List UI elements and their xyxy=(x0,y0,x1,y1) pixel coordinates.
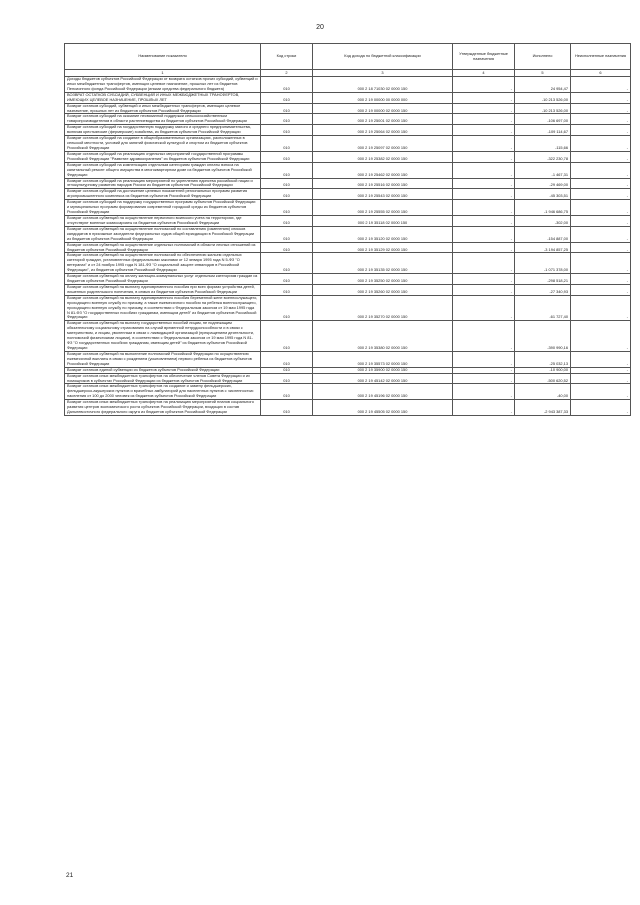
row-code-cell: 010 xyxy=(261,226,313,242)
row-code-cell: 010 xyxy=(261,178,313,189)
table-row xyxy=(65,321,631,352)
row-unexecuted-cell: - xyxy=(571,351,631,367)
row-name-cell: Возврат остатков субсидий на компенсацию отдельным категориям граждан оплаты взноса на капитальный ремонт общего имущества в многоквартирном доме из бюджетов субъектов Российской Федерации xyxy=(65,162,261,178)
row-unexecuted-cell: - xyxy=(571,295,631,321)
row-executed-cell: -2 943 387,33 xyxy=(515,400,571,416)
table-row xyxy=(65,373,631,384)
row-name-cell: Возврат остатков единой субвенции из бюджетов субъектов Российской Федерации xyxy=(65,367,261,373)
row-code-cell: 010 xyxy=(261,253,313,274)
row-unexecuted-cell: - xyxy=(571,92,631,103)
table-body xyxy=(65,70,631,416)
row-unexecuted-cell: - xyxy=(571,189,631,200)
row-name-cell: Возврат остатков субсидий на государственную поддержку малого и среднего предпринимательства, включая крестьянские (фермерские) хозяйства, из бюджетов субъектов Российской Федерации xyxy=(65,125,261,136)
row-budget-code-cell: 000 2 19 25543 02 0000 150 xyxy=(313,189,453,200)
row-budget-code-cell: 000 2 19 25097 02 0000 150 xyxy=(313,136,453,152)
row-name-cell: Возврат остатков иных межбюджетных трансфертов на реализацию мероприятий планов социального развития центров экономического роста субъектов Российской Федерации, входящих в состав Дальневосточного федерального округа из бюджетов субъектов Российской Федерации xyxy=(65,400,261,416)
row-name-cell: Возврат остатков субвенций на осуществление отдельных полномочий в области лесных отношений из бюджетов субъектов Российской Федерации xyxy=(65,242,261,253)
table-row xyxy=(65,295,631,321)
row-code-cell: 010 xyxy=(261,321,313,352)
table-row xyxy=(65,215,631,226)
row-budget-code-cell: 000 2 19 25516 02 0000 150 xyxy=(313,178,453,189)
row-approved-cell: - xyxy=(453,92,515,103)
row-unexecuted-cell: - xyxy=(571,136,631,152)
table-row xyxy=(65,151,631,162)
row-approved-cell: - xyxy=(453,200,515,216)
table-row xyxy=(65,114,631,125)
report-table xyxy=(64,43,631,416)
row-unexecuted-cell: - xyxy=(571,77,631,93)
row-name-cell: Возврат остатков субвенций на выполнение полномочий Российской Федерации по осуществлению ежемесячной выплаты в связи с рождением (усыновлением) первого ребенка из бюджетов субъектов Российской Федерации xyxy=(65,351,261,367)
row-code-cell: 010 xyxy=(261,162,313,178)
row-budget-code-cell: 000 2 19 25555 02 0000 150 xyxy=(313,200,453,216)
table-row xyxy=(65,226,631,242)
row-approved-cell: - xyxy=(453,367,515,373)
table-row xyxy=(65,162,631,178)
row-unexecuted-cell: - xyxy=(571,200,631,216)
row-approved-cell: - xyxy=(453,103,515,114)
row-budget-code-cell: 000 2 19 00000 02 0000 150 xyxy=(313,103,453,114)
row-executed-cell: -10 213 526,00 xyxy=(515,103,571,114)
row-code-cell: 010 xyxy=(261,400,313,416)
row-approved-cell: - xyxy=(453,373,515,384)
row-unexecuted-cell: - xyxy=(571,373,631,384)
column-number: 6 xyxy=(571,70,631,77)
row-approved-cell: - xyxy=(453,125,515,136)
row-executed-cell: -1 946 686,75 xyxy=(515,200,571,216)
row-code-cell: 010 xyxy=(261,274,313,285)
row-budget-code-cell: 000 2 19 35120 02 0000 150 xyxy=(313,226,453,242)
row-name-cell: Возврат остатков иных межбюджетных трансфертов на создание и замену фельдшерских, фельдшерско-акушерских пунктов и врачебных амбулаторий для населенных пунктов с численностью населения от 100 до 2000 человек из бюджетов субъектов Российской Федерации xyxy=(65,384,261,400)
row-approved-cell: - xyxy=(453,384,515,400)
row-budget-code-cell: 000 2 19 00000 00 0000 000 xyxy=(313,92,453,103)
table-row xyxy=(65,92,631,103)
row-budget-code-cell: 000 2 19 35260 02 0000 150 xyxy=(313,284,453,295)
table-row xyxy=(65,200,631,216)
page-number-bottom: 21 xyxy=(66,872,74,879)
row-executed-cell: 24 954,47 xyxy=(515,77,571,93)
header-name: Наименование показателя xyxy=(65,44,261,70)
row-approved-cell: - xyxy=(453,253,515,274)
row-executed-cell: -1 467,31 xyxy=(515,162,571,178)
row-executed-cell: -61 727,40 xyxy=(515,295,571,321)
row-executed-cell: -27 340,93 xyxy=(515,284,571,295)
row-budget-code-cell: 000 2 19 25001 02 0000 150 xyxy=(313,114,453,125)
row-code-cell: 010 xyxy=(261,136,313,152)
row-executed-cell: -1 071 378,00 xyxy=(515,253,571,274)
row-budget-code-cell: 000 2 19 35270 02 0000 150 xyxy=(313,295,453,321)
row-approved-cell: - xyxy=(453,274,515,285)
row-executed-cell: -322 230,78 xyxy=(515,151,571,162)
row-code-cell: 010 xyxy=(261,200,313,216)
row-name-cell: Возврат остатков субсидий на реализацию мероприятий по укреплению единства российской нации и этнокультурному развитию народов России из бюджетов субъектов Российской Федерации xyxy=(65,178,261,189)
column-number: 4 xyxy=(453,70,515,77)
column-number: 5 xyxy=(515,70,571,77)
row-name-cell: Возврат остатков субсидий на создание в общеобразовательных организациях, расположенных в сельской местности, условий для занятий физической культурой и спортом из бюджетов субъектов Российской Федерации xyxy=(65,136,261,152)
row-code-cell: 010 xyxy=(261,189,313,200)
row-budget-code-cell: 000 2 19 35129 02 0000 150 xyxy=(313,242,453,253)
row-executed-cell: -390 990,16 xyxy=(515,321,571,352)
row-executed-cell: -10 213 526,00 xyxy=(515,92,571,103)
table-row xyxy=(65,253,631,274)
row-name-cell: Возврат остатков иных межбюджетных трансфертов на обеспечение членов Совета Федерации и их помощников в субъектах Российской Федерации из бюджетов субъектов Российской Федерации xyxy=(65,373,261,384)
row-code-cell: 010 xyxy=(261,284,313,295)
row-executed-cell: -115,66 xyxy=(515,136,571,152)
table-row xyxy=(65,189,631,200)
row-budget-code-cell: 000 2 19 45505 02 0000 150 xyxy=(313,400,453,416)
row-unexecuted-cell: - xyxy=(571,114,631,125)
row-name-cell: Возврат остатков субвенций на осуществление полномочий по составлению (изменению) списков кандидатов в присяжные заседатели федеральных судов общей юрисдикции в Российской Федерации из бюджетов субъектов Российской Федерации xyxy=(65,226,261,242)
header-budget-code: Код дохода по бюджетной классификации xyxy=(313,44,453,70)
row-budget-code-cell: 000 2 19 45196 02 0000 150 xyxy=(313,384,453,400)
row-approved-cell: - xyxy=(453,136,515,152)
row-unexecuted-cell: - xyxy=(571,242,631,253)
row-name-cell: Возврат остатков субсидий на достижение целевых показателей региональных программ развития агропромышленного комплекса из бюджетов субъектов Российской Федерации xyxy=(65,189,261,200)
column-number: 2 xyxy=(261,70,313,77)
row-unexecuted-cell: - xyxy=(571,384,631,400)
table-row xyxy=(65,136,631,152)
row-code-cell: 010 xyxy=(261,77,313,93)
row-approved-cell: - xyxy=(453,321,515,352)
row-unexecuted-cell: - xyxy=(571,162,631,178)
row-executed-cell: -40,00 xyxy=(515,384,571,400)
row-approved-cell: - xyxy=(453,114,515,125)
row-budget-code-cell: 000 2 19 35118 02 0000 150 xyxy=(313,215,453,226)
row-name-cell: Возврат остатков субвенций на выплату единовременного пособия при всех формах устройства детей, лишенных родительского попечения, в семью из бюджетов субъектов Российской Федерации xyxy=(65,284,261,295)
row-code-cell: 010 xyxy=(261,295,313,321)
row-executed-cell: -45 303,51 xyxy=(515,189,571,200)
row-budget-code-cell: 000 2 18 71030 02 0000 150 xyxy=(313,77,453,93)
row-executed-cell: -109 114,67 xyxy=(515,125,571,136)
row-unexecuted-cell: - xyxy=(571,400,631,416)
row-approved-cell: - xyxy=(453,400,515,416)
row-budget-code-cell: 000 2 19 35250 02 0000 150 xyxy=(313,274,453,285)
row-budget-code-cell: 000 2 19 45142 02 0000 150 xyxy=(313,373,453,384)
row-name-cell: Доходы бюджетов субъектов Российской Федерации от возврата остатков прочих субсидий, субвенций и иных межбюджетных трансфертов, имеющих целевое назначение, прошлых лет из бюджетов Пенсионного фонда Российской Федерации (иными средства федерального бюджета) xyxy=(65,77,261,93)
row-unexecuted-cell: - xyxy=(571,226,631,242)
row-approved-cell: - xyxy=(453,162,515,178)
header-approved: Утвержденные бюджетные назначения xyxy=(453,44,515,70)
table-row xyxy=(65,351,631,367)
row-executed-cell: -106 697,00 xyxy=(515,114,571,125)
row-budget-code-cell: 000 2 19 25462 02 0000 150 xyxy=(313,162,453,178)
row-code-cell: 010 xyxy=(261,215,313,226)
row-name-cell: Возврат остатков субвенций на оплату жилищно-коммунальных услуг отдельным категориям граждан из бюджетов субъектов Российской Федерации xyxy=(65,274,261,285)
row-code-cell: 010 xyxy=(261,351,313,367)
table-row xyxy=(65,103,631,114)
page-number-top: 20 xyxy=(316,24,324,31)
table-row xyxy=(65,284,631,295)
row-unexecuted-cell: - xyxy=(571,215,631,226)
row-approved-cell: - xyxy=(453,77,515,93)
row-budget-code-cell: 000 2 19 25064 02 0000 150 xyxy=(313,125,453,136)
table-row xyxy=(65,242,631,253)
row-code-cell: 010 xyxy=(261,103,313,114)
row-approved-cell: - xyxy=(453,284,515,295)
row-executed-cell: -10 900,00 xyxy=(515,367,571,373)
column-number: 1 xyxy=(65,70,261,77)
row-executed-cell: -29 469,00 xyxy=(515,178,571,189)
row-budget-code-cell: 000 2 19 35380 02 0000 150 xyxy=(313,321,453,352)
row-unexecuted-cell: - xyxy=(571,178,631,189)
table-row xyxy=(65,125,631,136)
row-budget-code-cell: 000 2 19 35135 02 0000 150 xyxy=(313,253,453,274)
header-row xyxy=(65,44,631,70)
row-name-cell: Возврат остатков субсидий на поддержку государственных программ субъектов Российской Федерации и муниципальных программ формирования современной городской среды из бюджетов субъектов Российской Федерации xyxy=(65,200,261,216)
row-name-cell: Возврат остатков субсидий, субвенций и иных межбюджетных трансфертов, имеющих целевое назначение, прошлых лет из бюджетов субъектов Российской Федерации xyxy=(65,103,261,114)
row-budget-code-cell: 000 2 19 35900 02 0000 150 xyxy=(313,367,453,373)
row-approved-cell: - xyxy=(453,178,515,189)
row-unexecuted-cell: - xyxy=(571,151,631,162)
row-code-cell: 010 xyxy=(261,242,313,253)
row-name-cell: ВОЗВРАТ ОСТАТКОВ СУБСИДИЙ, СУБВЕНЦИЙ И ИНЫХ МЕЖБЮДЖЕТНЫХ ТРАНСФЕРТОВ, ИМЕЮЩИХ ЦЕЛЕВОЕ НАЗНАЧЕНИЕ, ПРОШЛЫХ ЛЕТ xyxy=(65,92,261,103)
row-executed-cell: -3 194 857,25 xyxy=(515,242,571,253)
row-approved-cell: - xyxy=(453,189,515,200)
row-unexecuted-cell: - xyxy=(571,253,631,274)
row-executed-cell: -154 887,00 xyxy=(515,226,571,242)
column-number: 3 xyxy=(313,70,453,77)
row-approved-cell: - xyxy=(453,295,515,321)
table-row xyxy=(65,400,631,416)
table-row xyxy=(65,384,631,400)
header-unexecuted: Неисполненные назначения xyxy=(571,44,631,70)
row-name-cell: Возврат остатков субвенций на выплату государственных пособий лицам, не подлежащим обязательному социальному страхованию на случай временной нетрудоспособности и в связи с материнством, и лицам, уволенным в связи с ликвидацией организаций (прекращением деятельности, полномочий физическими лицами), в соответствии с Федеральным законом от 19 мая 1995 года N 81-ФЗ "О государственных пособиях гражданам, имеющим детей" из бюджетов субъектов Российской Федерации xyxy=(65,321,261,352)
row-approved-cell: - xyxy=(453,242,515,253)
row-executed-cell: -500 620,52 xyxy=(515,373,571,384)
row-executed-cell: -25 032,13 xyxy=(515,351,571,367)
row-unexecuted-cell: - xyxy=(571,321,631,352)
row-unexecuted-cell: - xyxy=(571,367,631,373)
row-unexecuted-cell: - xyxy=(571,125,631,136)
row-code-cell: 010 xyxy=(261,92,313,103)
header-executed: Исполнено xyxy=(515,44,571,70)
table-row xyxy=(65,77,631,93)
row-budget-code-cell: 000 2 19 35573 02 0000 150 xyxy=(313,351,453,367)
row-code-cell: 010 xyxy=(261,384,313,400)
row-approved-cell: - xyxy=(453,226,515,242)
row-name-cell: Возврат остатков субвенций на осуществление полномочий по обеспечению жильем отдельных категорий граждан, установленных федеральными законами от 12 января 1995 года N 5-ФЗ "О ветеранах" и от 24 ноября 1995 года N 181-ФЗ "О социальной защите инвалидов в Российской Федерации", из бюджетов субъектов Российской Федерации xyxy=(65,253,261,274)
row-executed-cell: -298 518,21 xyxy=(515,274,571,285)
row-approved-cell: - xyxy=(453,351,515,367)
row-name-cell: Возврат остатков субвенций на осуществление первичного воинского учета на территориях, где отсутствуют военные комиссариаты из бюджетов субъектов Российской Федерации xyxy=(65,215,261,226)
row-code-cell: 010 xyxy=(261,373,313,384)
row-code-cell: 010 xyxy=(261,151,313,162)
row-approved-cell: - xyxy=(453,151,515,162)
row-code-cell: 010 xyxy=(261,367,313,373)
row-approved-cell: - xyxy=(453,215,515,226)
row-executed-cell: -302,00 xyxy=(515,215,571,226)
row-code-cell: 010 xyxy=(261,125,313,136)
table-row xyxy=(65,178,631,189)
row-code-cell: 010 xyxy=(261,114,313,125)
row-unexecuted-cell: - xyxy=(571,274,631,285)
table-row xyxy=(65,274,631,285)
row-unexecuted-cell: - xyxy=(571,284,631,295)
row-name-cell: Возврат остатков субвенций на выплату единовременного пособия беременной жене военнослужащего, проходящего военную службу по призыву, а также ежемесячного пособия на ребенка военнослужащего, проходящего военную службу по призыву, в соответствии с Федеральным законом от 19 мая 1995 года N 81-ФЗ "О государственных пособиях гражданам, имеющим детей" из бюджетов субъектов Российской Федерации xyxy=(65,295,261,321)
row-name-cell: Возврат остатков субсидий на реализацию отдельных мероприятий государственной программы Российской Федерации "Развитие здравоохранения" из бюджетов субъектов Российской Федерации xyxy=(65,151,261,162)
row-budget-code-cell: 000 2 19 25382 02 0000 150 xyxy=(313,151,453,162)
row-unexecuted-cell: - xyxy=(571,103,631,114)
row-name-cell: Возврат остатков субсидий на оказание несвязанной поддержки сельскохозяйственным товаропроизводителям в области растениеводства из бюджетов субъектов Российской Федерации xyxy=(65,114,261,125)
header-code: Код строки xyxy=(261,44,313,70)
